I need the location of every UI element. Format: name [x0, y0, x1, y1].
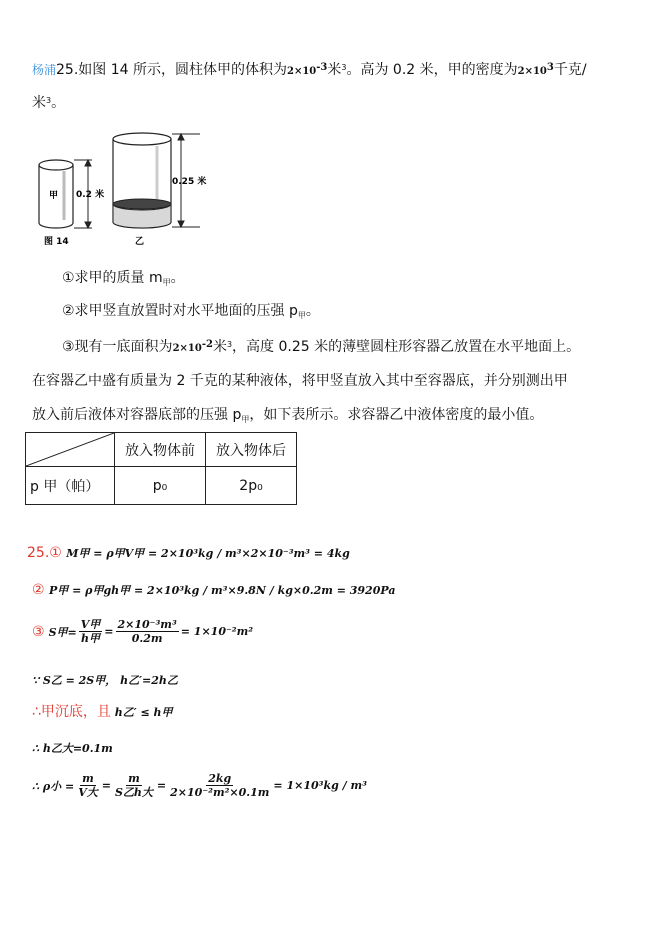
figure-caption: 图 14: [44, 237, 69, 247]
question-line-1: 杨浦25.如图 14 所示，圆柱体甲的体积为$2\times 10^{-3}$米$^3$。高为 0.2 米，甲的密度为$2\times 10^3$千克/: [32, 62, 587, 78]
table-row-label: p 甲（帕）: [26, 467, 115, 505]
table-cell-before: p₀: [115, 467, 206, 505]
answer-line-4: ∵ S乙 = 2S甲， h乙′=2h乙: [32, 674, 178, 687]
table-header-after: 放入物体后: [206, 433, 297, 467]
sub-question-3: ③现有一底面积为$2\times 10^{-2}$米$^3$，高度 0.25 米的薄壁圆柱形容器乙放置在水平地面上。: [62, 339, 581, 355]
figure-14: [32, 128, 222, 253]
fraction-v-over-h: $\frac{\text{V甲}}{\text{h甲}}$: [80, 618, 101, 645]
diagonal-line: [26, 433, 114, 466]
fraction-m-over-v: $\frac{m}{\text{V大}}$: [78, 772, 98, 799]
liquid: [113, 199, 171, 228]
answer-line-7: ∴ ρ小 = $\frac{m}{\text{V大}}$ = $\frac{m}{\text{S乙h大}}$ = $\frac{2kg}{\text{2×10⁻²m²×0.1m}}$ = 1×10³kg / m³: [32, 772, 367, 799]
answer-2: P甲 = ρ甲gh甲 = 2×10³kg / m³×9.8N / kg×0.2m = 3920Pa: [49, 584, 396, 597]
table-row: [26, 467, 297, 505]
table-cell-after: 2p₀: [206, 467, 297, 505]
pressure-table: [25, 432, 297, 505]
answer-line-2: ② P甲 = ρ甲gh甲 = 2×10³kg / m³×9.8N / kg×0.2m = 3920Pa: [32, 582, 396, 598]
answer-line-1: 25.① M甲 = ρ甲V甲 = 2×10³kg / m³×2×10⁻³m³ = 4kg: [27, 545, 350, 561]
height-label-jia: 0.2 米: [76, 190, 105, 200]
sub-question-1: ①求甲的质量 $m_甲$。: [62, 270, 185, 287]
fraction-volume-height: $\frac{\text{2×10⁻³m³}}{0.2m}$: [117, 618, 177, 645]
answer-1: M甲 = ρ甲V甲 = 2×10³kg / m³×2×10⁻³m³ = 4kg: [66, 547, 350, 560]
fraction-m-over-sh: $\frac{m}{\text{S乙h大}}$: [114, 772, 153, 799]
table-header-before: 放入物体前: [115, 433, 206, 467]
sub-question-2: ②求甲竖直放置时对水平地面的压强 $p_甲$。: [62, 303, 320, 320]
label-yi: 乙: [135, 237, 145, 247]
label-jia: 甲: [49, 191, 59, 201]
answer-line-3: ③ S甲= $\frac{\text{V甲}}{\text{h甲}}$ = $\frac{\text{2×10⁻³m³}}{0.2m}$ = 1×10⁻²m²: [32, 618, 254, 645]
sub-question-3-line-2: 在容器乙中盛有质量为 2 千克的某种液体，将甲竖直放入其中至容器底，并分别测出甲: [32, 373, 568, 389]
question-line-2: 米$^3$。: [32, 95, 66, 111]
sub-question-3-line-3: 放入前后液体对容器底部的压强 $p_甲$，如下表所示。求容器乙中液体密度的最小值。: [32, 407, 544, 424]
answer-line-6: ∴ h乙大=0.1m: [32, 742, 113, 755]
answer-number: 25.: [27, 545, 50, 561]
fraction-numeric: $\frac{2kg}{\text{2×10⁻²m²×0.1m}}$: [170, 772, 270, 799]
height-label-yi: 0.25 米: [172, 177, 207, 187]
table-header-row: [26, 433, 297, 467]
table-corner-cell: [26, 433, 115, 467]
district-tag: 杨浦: [32, 63, 57, 77]
answer-line-5: ∴甲沉底，且 h乙′ ≤ h甲: [32, 704, 173, 720]
